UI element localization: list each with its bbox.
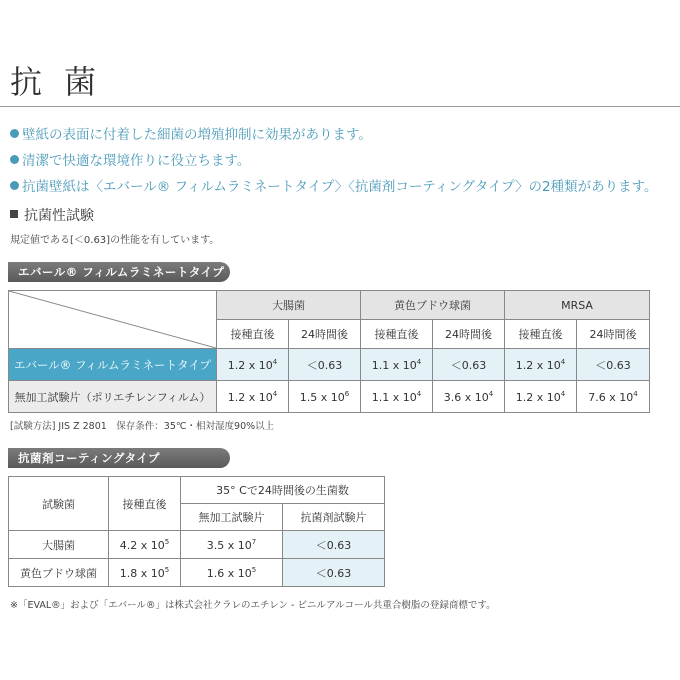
table-cell: ＜0.63 [283, 531, 385, 559]
table-cell: ＜0.63 [577, 349, 650, 381]
footnote: ※「EVAL®」および「エバール®」は株式会社クラレのエチレン - ビニルアルコール共重合樹脂の登録商標です。 [10, 600, 496, 611]
table-cell: 4.2 x $10^5$ [109, 531, 181, 559]
row-label: 大腸菌 [9, 531, 109, 559]
header-treated: 抗菌剤試験片 [283, 504, 385, 531]
table2-band: 抗菌剤コーティングタイプ [8, 448, 230, 468]
header-group: 35° Cで24時間後の生菌数 [181, 477, 385, 504]
bullet-dot-icon [10, 129, 19, 138]
header-bacteria: 試験菌 [9, 477, 109, 531]
table1 [8, 290, 650, 413]
table-cell: 1.1 x $10^4$ [361, 381, 433, 413]
table-cell: 3.6 x $10^4$ [433, 381, 505, 413]
diagonal-line [9, 291, 216, 348]
feature-item [10, 148, 658, 174]
section-heading [10, 205, 94, 225]
table-cell: 1.6 x $10^5$ [181, 559, 283, 587]
bullet-dot-icon [10, 155, 19, 164]
table2 [8, 476, 385, 587]
table-cell: ＜0.63 [283, 559, 385, 587]
feature-item [10, 122, 658, 148]
table-cell: 1.1 x $10^4$ [361, 349, 433, 381]
section-heading-text: 抗菌性試験 [24, 208, 94, 224]
feature-text: 壁紙の表面に付着した細菌の増殖抑制に効果があります。 [22, 127, 372, 143]
header-initial: 接種直後 [109, 477, 181, 531]
feature-list [10, 122, 658, 200]
table-cell: 3.5 x $10^7$ [181, 531, 283, 559]
table-cell: ＜0.63 [289, 349, 361, 381]
sub-header: 接種直後 [217, 320, 289, 349]
title-divider [0, 106, 680, 107]
table-cell: ＜0.63 [433, 349, 505, 381]
table-cell: 1.5 x $10^6$ [289, 381, 361, 413]
feature-text: 清潔で快適な環境作りに役立ちます。 [22, 153, 251, 169]
feature-item [10, 174, 658, 200]
table-cell: 1.8 x $10^5$ [109, 559, 181, 587]
header-untreated: 無加工試験片 [181, 504, 283, 531]
sub-header: 接種直後 [361, 320, 433, 349]
sub-header: 接種直後 [505, 320, 577, 349]
group-header: 黄色ブドウ球菌 [361, 291, 505, 320]
table-cell: 1.2 x $10^4$ [217, 381, 289, 413]
test-method: [試験方法] JIS Z 2801 保存条件：35℃・相対湿度90%以上 [10, 421, 275, 432]
row-label: 無加工試験片（ポリエチレンフィルム） [9, 381, 217, 413]
sub-header: 24時間後 [433, 320, 505, 349]
table1-band: エバール® フィルムラミネートタイプ [8, 262, 230, 282]
bullet-dot-icon [10, 181, 19, 190]
table1-corner-cell [9, 291, 217, 349]
table-cell: 7.6 x $10^4$ [577, 381, 650, 413]
row-label: 黄色ブドウ球菌 [9, 559, 109, 587]
page-title: 抗 菌 [10, 63, 103, 101]
group-header: MRSA [505, 291, 650, 320]
table-cell: 1.2 x $10^4$ [505, 381, 577, 413]
sub-header: 24時間後 [577, 320, 650, 349]
group-header: 大腸菌 [217, 291, 361, 320]
table-cell: 1.2 x $10^4$ [505, 349, 577, 381]
sub-header: 24時間後 [289, 320, 361, 349]
row-label: エバール® フィルムラミネートタイプ [9, 349, 217, 381]
square-bullet-icon [10, 210, 18, 218]
section-note: 規定値である[＜0.63]の性能を有しています。 [10, 235, 220, 246]
table-cell: 1.2 x $10^4$ [217, 349, 289, 381]
feature-text: 抗菌壁紙は〈エバール® フィルムラミネートタイプ〉〈抗菌剤コーティングタイプ〉の2種類があります。 [22, 179, 658, 195]
